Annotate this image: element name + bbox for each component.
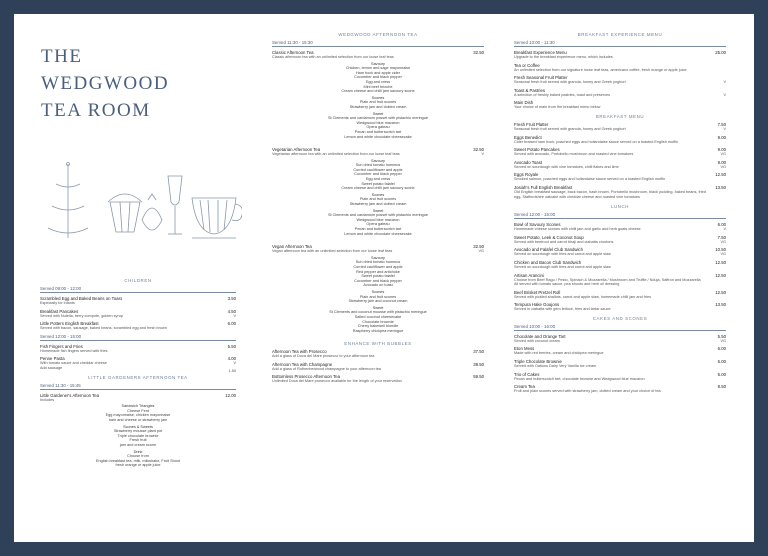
menu-item: [514, 172, 726, 182]
diet-badge: V: [723, 126, 726, 131]
column-left: [14, 14, 262, 542]
item-description-line: Unlimited Duca del Mare prosecco available for the length of your reservation: [272, 379, 402, 384]
group-heading: Sweet: [372, 208, 384, 213]
group-line: Avocado on toast: [363, 283, 393, 288]
cake-stand-icon: [48, 163, 88, 239]
group-line: Wedgwood blue macaron: [356, 217, 400, 222]
item-price: 9.00: [717, 147, 726, 153]
item-description: [514, 68, 726, 73]
group-heading: Sweet: [372, 305, 384, 310]
item-description: [40, 361, 236, 370]
item-price: 7.50: [717, 121, 726, 127]
column-right: [508, 14, 754, 542]
cakes-time: Served 10:00 - 16:00: [514, 324, 726, 331]
item-description: [40, 398, 236, 403]
menu-item: [514, 346, 726, 356]
menu-item: [514, 63, 726, 73]
item-description: [514, 307, 726, 312]
diet-badge: V: [723, 80, 726, 85]
item-description-line: Made with red berries, cream and chickpea meringue: [514, 351, 604, 356]
item-description: [514, 165, 726, 170]
item-name: Classic Afternoon Tea: [272, 50, 314, 55]
item-description-line: Homemade cheese scones with chilli jam and garlic and herb goats cheese: [514, 227, 641, 232]
tea-illustration: [42, 162, 242, 240]
item-description: [40, 301, 236, 306]
item-description-line: Served with beetroot and carrot bhaji and ciabatta croutons: [514, 239, 614, 244]
menu-item: [514, 247, 726, 257]
item-name: Penne Pasta: [40, 356, 65, 362]
item-description-line: Add a glass of Duca del Mare prosecco to your afternoon tea: [272, 354, 375, 359]
group-line: Strawberry mousse plant pot: [113, 429, 163, 434]
menu-item: [272, 349, 484, 359]
item-name: Afternoon Tea with Champagne: [272, 361, 333, 367]
item-description: [272, 379, 484, 384]
menu-item: [514, 135, 726, 145]
item-description-line: An unlimited selection from our signature loose leaf teas, americano coffee, fresh orange or apple juice: [514, 67, 687, 72]
group-line: Chocolate brownie: [362, 319, 394, 324]
item-name: Fish Fingers and Fries: [40, 343, 83, 349]
item-name: Afternoon Tea with Prosecco: [272, 349, 327, 355]
item-price: 25.00: [715, 50, 726, 55]
group-line: English breakfast tea, milk, milkshake, Fruit Shoot: [96, 458, 180, 463]
item-description-line: Add sausage: [40, 365, 63, 370]
item-description-line: Vegetarian afternoon tea with an unlimited selection from our loose leaf teas: [272, 152, 400, 157]
item-description-line: Served with avocado, Portobello mushroom and roasted vine tomatoes: [514, 152, 634, 157]
group-line: Mini beef brioche: [363, 84, 393, 89]
item-description: [514, 389, 726, 394]
item-description: [514, 377, 726, 382]
group-line: Egg mayonnaise, chicken mayonnaise: [105, 413, 171, 418]
champagne-glass-icon: [168, 176, 182, 234]
menu-item: [40, 356, 236, 374]
group-line: fresh orange or apple juice: [115, 463, 161, 468]
menu-group: [40, 425, 236, 448]
item-name: Breakfast Pancakes: [40, 308, 79, 314]
item-price: 12.50: [715, 259, 726, 265]
item-description: [514, 140, 726, 145]
item-description-line: Old English breakfast sausage, back bacon, hash brown, Portobello mushroom, black pudding, baked beans, fried egg, Staffordshire oatcake with cheddar cheese and roasted vine tomatoes: [514, 189, 706, 199]
item-description: [514, 351, 726, 356]
column-middle: [262, 14, 508, 542]
item-description-line: Add a glass of Rothenberwood champagne to your afternoon tea: [272, 366, 381, 371]
group-line: Strawberry jam and clotted cream: [349, 202, 407, 207]
item-description-line: All served with tomato sauce, pea shoots and herb oil dressing: [514, 282, 620, 287]
diet-badge: VG: [720, 152, 726, 157]
item-price: 13.50: [715, 302, 726, 308]
group-line: St Clements and cardamom posset with pistachio meringue: [327, 213, 429, 218]
item-name: Eggs Benedict: [514, 134, 542, 140]
group-line: Egg and cress: [365, 79, 391, 84]
item-price: 6.00: [717, 371, 726, 377]
item-description-line: Served with pickled shallots, carrot and apple slaw, homemade chilli jam and fries: [514, 294, 651, 299]
item-name: Little Gardener's Afternoon Tea: [40, 392, 100, 398]
item-description: [40, 314, 236, 319]
item-description: [514, 190, 726, 199]
wedgwood-time: Served 11:30 - 15:30: [272, 40, 484, 47]
group-line: Cheese Fent: [127, 408, 149, 413]
menu-group: [40, 450, 236, 468]
cupcake-icon: [108, 194, 142, 232]
item-description: [514, 93, 726, 98]
item-price: 6.00: [227, 321, 236, 327]
little-gardeners-title: LITTLE GARDENERS AFTERNOON TEA: [88, 374, 188, 380]
item-description-line: Served with Nutella, berry compote, golden syrup: [40, 313, 123, 318]
item-price: 37.50: [473, 349, 484, 355]
group-line: Cucumber and black pepper: [354, 278, 402, 283]
item-name: Triple Chocolate Brownie: [514, 359, 562, 365]
group-line: Curried cauliflower and apple: [353, 264, 403, 269]
item-description-line: Pecan and butterscotch tart, chocolate brownie and Wedgwood blue macaron: [514, 376, 645, 381]
group-line: Lemon and white chocolate cheesecake: [344, 231, 412, 236]
breakfast-menu-title: BREAKFAST MENU: [595, 113, 645, 119]
item-description: [272, 249, 484, 254]
extra-price: 1.50: [228, 369, 236, 374]
group-heading: Scones: [371, 192, 385, 197]
item-description-line: Served in ciabatta with gem lettuce, fries and tartar sauce: [514, 307, 611, 312]
item-description: [514, 265, 726, 270]
item-price: 12.50: [715, 289, 726, 295]
item-description-line: Served with bacon, sausage, baked beans, scrambled egg and fresh brown: [40, 326, 167, 331]
diet-badge: VG: [720, 338, 726, 343]
item-description-line: With tomato sauce and cheddar cheese: [40, 361, 107, 366]
item-price: 7.50: [717, 234, 726, 240]
item-price: 39.50: [473, 361, 484, 367]
diet-badge: V: [723, 92, 726, 97]
children-time-3: Served 11:30 - 15:45: [40, 383, 236, 390]
item-description-line: Seasonal fresh fruit served with granola, honey and Greek yoghurt: [514, 80, 626, 85]
item-name: Cream Tea: [514, 384, 535, 390]
item-name: Artisan Arancini: [514, 272, 544, 278]
lunch-title: LUNCH: [610, 204, 630, 210]
item-description-line: Choose from Beef Ragu / Pesto, Spinach & Mozzarella / Mushroom and Truffle / Nduja, Saffron and Mozzarella: [514, 277, 701, 282]
item-name: Breakfast Experience Menu: [514, 50, 567, 55]
item-price: 6.00: [717, 346, 726, 352]
breakfast-section: [514, 32, 726, 394]
item-name: Scrambled Egg and Baked Beans on Toast: [40, 296, 122, 301]
diet-badge: VG: [720, 164, 726, 169]
item-description: [514, 227, 726, 232]
group-line: Lemon and white chocolate cheesecake: [344, 134, 412, 139]
item-description-line: Served on sourdough with fries and carrot and apple slaw: [514, 252, 611, 257]
item-price: 6.00: [717, 359, 726, 365]
item-description: [40, 326, 236, 331]
item-description-line: Classic afternoon tea with an unlimited selection from our loose leaf teas: [272, 55, 394, 59]
item-name: Eton Mess: [514, 346, 535, 352]
diet-badge: V: [233, 313, 236, 318]
item-name: Chicken and Bacon Club Sandwich: [514, 259, 582, 265]
breakfast-exp-time: Served 10:00 - 11:30: [514, 40, 726, 47]
item-description: [40, 349, 236, 354]
group-line: jam and cream scone: [119, 442, 157, 447]
menu-item: [514, 122, 726, 132]
group-line: St Clements and coconut mousse with pistachio meringue: [329, 310, 427, 315]
menu-item: [40, 393, 236, 403]
item-name: Little Potters English Breakfast: [40, 321, 99, 327]
group-line: Cucumber and black pepper: [354, 172, 402, 177]
group-line: Sweet potato falafel: [361, 274, 395, 279]
group-heading: Savoury: [371, 255, 385, 260]
item-description: [514, 295, 726, 300]
menu-item: [514, 185, 726, 199]
group-line: Opera gateau: [366, 222, 390, 227]
item-name: Vegan Afternoon Tea: [272, 244, 312, 250]
menu-item: [40, 296, 236, 306]
group-line: Ham hock and apple cider: [355, 70, 401, 75]
group-line: Plain and fruit scones: [359, 294, 397, 299]
group-line: ham and cheese or strawberry jam: [108, 417, 168, 422]
item-description: [272, 367, 484, 372]
item-name: Fresh Fruit Platter: [514, 121, 549, 127]
diet-badge: V: [481, 152, 484, 157]
menu-item: [514, 75, 726, 85]
item-price: 10.50: [715, 247, 726, 253]
group-heading: Savoury: [371, 158, 385, 163]
item-price: 3.50: [227, 296, 236, 301]
item-name: Josiah's Full English Breakfast: [514, 184, 573, 190]
item-name: Avocado Toast: [514, 159, 543, 165]
item-description: [514, 252, 726, 257]
brand-title: [41, 43, 169, 124]
wedgwood-title: WEDGWOOD AFTERNOON TEA: [338, 32, 418, 37]
group-line: Pecan and butterscotch tart: [354, 227, 402, 231]
menu-item: [514, 290, 726, 300]
item-price: 5.50: [227, 343, 236, 349]
children-title: CHILDREN: [124, 278, 152, 283]
item-description-line: Your choice of main from the breakfast menu below: [514, 105, 601, 110]
group-line: Raspberry chickpea meringue: [352, 328, 404, 333]
group-line: Pecan and butterscotch tart: [354, 129, 402, 134]
item-name: Trio of Cakes: [514, 371, 540, 377]
brand-line-2: WEDGWOOD: [41, 73, 170, 94]
group-line: Chicken, lemon and sage mayonnaise: [345, 66, 411, 71]
item-price: 8.50: [717, 384, 726, 390]
item-description: [514, 105, 726, 110]
menu-group: [272, 62, 484, 94]
item-name: Bowl of Savoury Scones: [514, 222, 561, 228]
item-price: 6.00: [717, 222, 726, 228]
menu-item: [272, 362, 484, 372]
item-price: 4.00: [227, 356, 236, 362]
group-heading: Scones: [371, 289, 385, 294]
group-line: Sun dried tomato hummus: [355, 260, 401, 265]
group-line: St Clements and cardamom posset with pistachio meringue: [327, 116, 429, 121]
menu-item: [514, 50, 726, 60]
item-price: 32.50: [473, 50, 484, 55]
group-line: Opera gateau: [366, 125, 390, 130]
group-line: Salted coconut cheesecake: [354, 314, 402, 319]
menu-group: [272, 96, 484, 110]
teacup-icon: [192, 198, 242, 238]
item-description: [514, 127, 726, 132]
diet-badge: V: [233, 361, 236, 366]
group-line: Sweet potato falafel: [361, 181, 395, 186]
item-description-line: Seasonal fresh fruit served with granola, honey and Greek yoghurt: [514, 126, 626, 131]
item-description-line: Served on sourdough with vine tomatoes, chilli flakes and lime: [514, 164, 619, 169]
menu-item: [514, 88, 726, 98]
item-description: [272, 354, 484, 359]
menu-item: [514, 372, 726, 382]
menu-group: [272, 112, 484, 140]
item-price: 12.00: [225, 392, 236, 398]
item-description-line: A selection of freshly baked pastries, toast and preserves: [514, 92, 611, 97]
item-price: 9.00: [717, 134, 726, 140]
item-description: [514, 55, 726, 60]
group-heading: Drink: [133, 449, 143, 454]
item-description-line: Vegan afternoon tea with an unlimited selection from our loose leaf teas: [272, 249, 393, 254]
menu-item: [514, 147, 726, 157]
item-description-line: Served with Oatlons Dairy Very Vanilla ice cream: [514, 364, 597, 369]
menu-item: [514, 359, 726, 369]
group-line: Strawberry jam and clotted cream: [349, 104, 407, 109]
strawberry-icon: [142, 194, 162, 230]
group-line: Fresh fruit: [129, 438, 147, 443]
item-description: [514, 240, 726, 245]
group-heading: Savoury: [371, 61, 385, 66]
item-price: 9.00: [717, 159, 726, 165]
menu-item: [514, 160, 726, 170]
item-description-line: Smoked salmon, poached eggs and hollandaise sauce served on a toasted English muffin: [514, 177, 666, 182]
group-line: Sun dried tomato hummus: [355, 163, 401, 168]
menu-group: [272, 306, 484, 334]
menu-group: [40, 404, 236, 422]
item-name: Vegetarian Afternoon Tea: [272, 147, 321, 153]
item-name: Sweet Potato Pancakes: [514, 147, 560, 153]
group-line: Red pepper and artichoke: [356, 269, 400, 274]
item-description-line: Cider braised ham hock, poached eggs and hollandaise sauce served on a toasted English muffin: [514, 139, 679, 144]
item-description: [514, 177, 726, 182]
menu-item: [40, 321, 236, 331]
item-name: Eggs Royale: [514, 172, 539, 178]
group-line: Choose from: [127, 454, 149, 459]
item-description-line: Includes: [40, 397, 55, 402]
menu-group: [272, 290, 484, 304]
item-price: 32.50: [473, 244, 484, 250]
item-name: Sweet Potato, Leek & Coconut Soup: [514, 234, 584, 240]
brand-line-3: TEA ROOM: [41, 100, 151, 121]
breakfast-exp-title: BREAKFAST EXPERIENCE MENU: [577, 32, 663, 37]
item-description: [514, 339, 726, 344]
item-description-line: Fruit and plain scones served with strawberry jam, clotted cream and your choice of tea: [514, 389, 661, 394]
group-heading: Scones: [371, 95, 385, 100]
item-description-line: Served on sourdough with fries and carrot and apple slaw: [514, 264, 611, 269]
menu-item: [272, 147, 484, 157]
item-name: Avocado and Falafel Club Sandwich: [514, 247, 583, 253]
item-name: Chocolate and Orange Tart: [514, 333, 566, 339]
group-line: Egg and cress: [365, 177, 391, 182]
group-heading: Sandwich Triangles: [121, 404, 155, 409]
item-name: Tea or Coffee: [514, 62, 540, 68]
wedgwood-section: [272, 32, 484, 384]
menu-group: [272, 159, 484, 191]
group-line: Triple chocolate brownie: [117, 433, 159, 438]
menu-page: [14, 14, 754, 542]
brand-line-1: THE: [41, 46, 83, 67]
group-line: Cucumber and black pepper: [354, 75, 402, 80]
item-description: [514, 278, 726, 287]
diet-badge: V: [723, 227, 726, 232]
menu-item: [514, 222, 726, 232]
item-description: [514, 364, 726, 369]
item-price: 13.50: [715, 184, 726, 190]
item-name: Tempura Hake Goujons: [514, 302, 560, 308]
menu-item: [514, 235, 726, 245]
item-price: 4.50: [227, 308, 236, 314]
item-name: Main Dish: [514, 100, 534, 106]
diet-badge: VG: [478, 249, 484, 254]
menu-group: [272, 193, 484, 207]
menu-group: [272, 256, 484, 288]
menu-item: [272, 374, 484, 384]
group-line: Cherry bakewell blondie: [357, 324, 399, 329]
children-time-2: Served 12:00 - 15:00: [40, 334, 236, 341]
item-description: [272, 152, 484, 157]
group-line: Plain and fruit scones: [359, 197, 397, 202]
children-time-1: Served 09:00 - 12:00: [40, 286, 236, 293]
item-description-line: Especially for infants: [40, 301, 75, 305]
item-description: [514, 152, 726, 157]
item-price: 32.50: [473, 147, 484, 153]
group-heading: Sweet: [372, 111, 384, 116]
diet-badge: VG: [720, 252, 726, 257]
menu-group: [272, 209, 484, 237]
group-line: Curried cauliflower and apple: [353, 167, 403, 172]
item-description-line: Upgrade to the breakfast experience menu, which includes: [514, 55, 613, 59]
item-price: 59.50: [473, 374, 484, 380]
item-description: [514, 80, 726, 85]
item-price: 12.50: [715, 172, 726, 178]
item-description-line: Homemade fish fingers served with fries: [40, 348, 108, 353]
item-name: Fresh Seasonal Fruit Platter: [514, 75, 568, 81]
group-heading: Scones & Sweets: [123, 424, 153, 429]
item-price: 12.50: [715, 272, 726, 278]
group-line: Plain and fruit scones: [359, 100, 397, 105]
menu-item: [272, 50, 484, 60]
lunch-time: Served 12:00 - 15:00: [514, 212, 726, 219]
item-name: Toast & Pastries: [514, 87, 546, 93]
menu-item: [514, 302, 726, 312]
menu-item: [40, 309, 236, 319]
menu-item: [514, 260, 726, 270]
cakes-title: CAKES AND SCONES: [592, 315, 648, 321]
item-description: [272, 55, 484, 60]
bubbles-title: ENHANCE WITH BUBBLES: [344, 341, 412, 347]
item-description-line: Served with coconut cream: [514, 338, 560, 343]
menu-item: [514, 100, 726, 110]
item-name: Bottomless Prosecco Afternoon Tea: [272, 374, 340, 380]
menu-item: [514, 334, 726, 344]
group-line: Strawberry jam and coconut cream: [348, 299, 408, 304]
menu-item: [514, 384, 726, 394]
group-line: Wedgwood blue macaron: [356, 120, 400, 125]
diet-badge: VG: [720, 239, 726, 244]
menu-item: [40, 344, 236, 354]
item-price: 5.50: [717, 333, 726, 339]
item-name: Beef Brisket Pretzel Roll: [514, 289, 561, 295]
group-line: Cream cheese and chilli jam savoury scone: [341, 89, 415, 94]
children-section: [40, 278, 236, 468]
menu-item: [272, 244, 484, 254]
menu-item: [514, 273, 726, 287]
group-line: Cream cheese and chilli jam savoury scone: [341, 186, 415, 191]
